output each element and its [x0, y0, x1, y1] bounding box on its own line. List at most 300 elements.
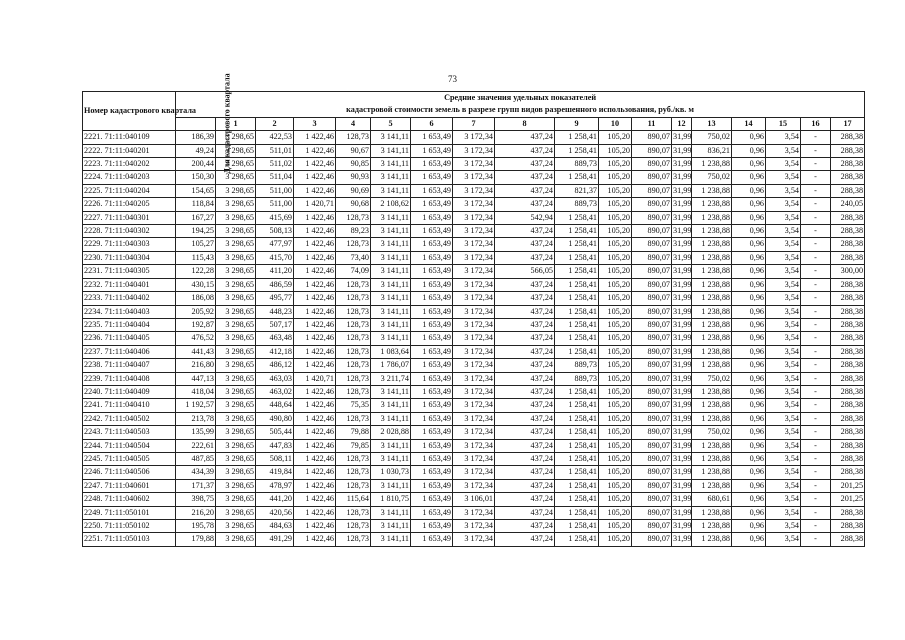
- cell-value: 31,99: [672, 466, 692, 479]
- cell-value: 1 653,49: [411, 318, 453, 331]
- table-row: [83, 171, 865, 184]
- cell-kvartal: 2233. 71:11:040402: [83, 292, 176, 305]
- cell-value: 1 238,88: [692, 506, 732, 519]
- header-row-groups: [83, 117, 865, 130]
- cell-value: -: [801, 211, 831, 224]
- cell-value: 1 238,88: [692, 265, 732, 278]
- cell-value: 3 106,01: [453, 493, 495, 506]
- cell-value: 1 422,46: [294, 426, 336, 439]
- cell-value: 3 211,74: [371, 372, 411, 385]
- cell-value: 105,20: [599, 238, 632, 251]
- cell-value: -: [801, 359, 831, 372]
- cell-value: -: [801, 265, 831, 278]
- cell-value: 3,54: [766, 399, 801, 412]
- cell-value: 415,69: [256, 211, 294, 224]
- cell-value: 31,99: [672, 520, 692, 533]
- cell-value: 1 258,41: [555, 452, 599, 465]
- header-rotated-text: Для кадастрового квартала: [222, 73, 232, 174]
- cell-value: 890,07: [632, 479, 672, 492]
- cell-value: 31,99: [672, 184, 692, 197]
- cell-value: 3 141,11: [371, 305, 411, 318]
- cell-value: 288,38: [831, 332, 865, 345]
- cell-value: 437,24: [495, 426, 555, 439]
- cell-value: 89,23: [336, 225, 371, 238]
- cell-value: 105,20: [599, 158, 632, 171]
- cell-value: 201,25: [831, 479, 865, 492]
- cell-kvartal: 2228. 71:11:040302: [83, 225, 176, 238]
- cell-value: 288,38: [831, 399, 865, 412]
- cell-value: 412,18: [256, 345, 294, 358]
- header-group: 8: [495, 117, 555, 130]
- cell-value: -: [801, 225, 831, 238]
- cell-value: 288,38: [831, 506, 865, 519]
- header-kvartal: Номер кадастрового квартала: [83, 92, 176, 131]
- cell-value: 1 653,49: [411, 278, 453, 291]
- header-group: 11: [632, 117, 672, 130]
- cell-value: 1 258,41: [555, 251, 599, 264]
- cell-value: 105,20: [599, 385, 632, 398]
- cell-value: 437,24: [495, 292, 555, 305]
- cell-value: 437,24: [495, 158, 555, 171]
- cell-value: 1 258,41: [555, 211, 599, 224]
- cell-value: 1 258,41: [555, 466, 599, 479]
- cell-value: 3 298,65: [216, 466, 256, 479]
- cell-value: 441,20: [256, 493, 294, 506]
- cell-value: 437,24: [495, 238, 555, 251]
- cell-value: 105,20: [599, 372, 632, 385]
- cell-value: 890,07: [632, 439, 672, 452]
- cell-value: 1 653,49: [411, 238, 453, 251]
- cell-kvartal: 2249. 71:11:050101: [83, 506, 176, 519]
- cell-value: 1 238,88: [692, 238, 732, 251]
- cell-value: 201,25: [831, 493, 865, 506]
- cell-value: 1 258,41: [555, 332, 599, 345]
- cell-kvartal: 2230. 71:11:040304: [83, 251, 176, 264]
- cell-value: 3 141,11: [371, 211, 411, 224]
- cell-value: 3,54: [766, 158, 801, 171]
- cell-value: 511,02: [256, 158, 294, 171]
- cell-value: 288,38: [831, 412, 865, 425]
- cell-value: 889,73: [555, 198, 599, 211]
- cell-value: 31,99: [672, 278, 692, 291]
- cell-value: 448,64: [256, 399, 294, 412]
- cell-value: 288,38: [831, 385, 865, 398]
- cell-value: 486,12: [256, 359, 294, 372]
- cell-value: 1 258,41: [555, 144, 599, 157]
- cell-value: 3 298,65: [216, 506, 256, 519]
- cell-kvartal: 2240. 71:11:040409: [83, 385, 176, 398]
- cell-value: 3 141,11: [371, 144, 411, 157]
- cell-value: 437,24: [495, 399, 555, 412]
- cell-value: 890,07: [632, 452, 672, 465]
- cell-value: 3 172,34: [453, 345, 495, 358]
- cell-value: 3 172,34: [453, 211, 495, 224]
- cell-value: 0,96: [732, 211, 766, 224]
- cell-value: 1 258,41: [555, 318, 599, 331]
- cell-value: 128,73: [336, 452, 371, 465]
- cell-value: 3 298,65: [216, 305, 256, 318]
- cell-value: 31,99: [672, 439, 692, 452]
- cell-value: -: [801, 184, 831, 197]
- cell-value: 566,05: [495, 265, 555, 278]
- cell-value: 437,24: [495, 533, 555, 546]
- cell-value: 3 298,65: [216, 439, 256, 452]
- cell-value: 1 653,49: [411, 452, 453, 465]
- cell-value: 508,13: [256, 225, 294, 238]
- cell-value: 3 172,34: [453, 158, 495, 171]
- cell-value: 0,96: [732, 292, 766, 305]
- cell-value: 3,54: [766, 385, 801, 398]
- table-row: [83, 278, 865, 291]
- cell-value: 890,07: [632, 399, 672, 412]
- cell-value: 1 422,46: [294, 171, 336, 184]
- cell-value: 486,59: [256, 278, 294, 291]
- table-row: [83, 292, 865, 305]
- table-row: [83, 439, 865, 452]
- cell-value: 890,07: [632, 184, 672, 197]
- cell-value: -: [801, 345, 831, 358]
- cell-value: 128,73: [336, 533, 371, 546]
- cell-value: 3 172,34: [453, 506, 495, 519]
- cell-value: 0,96: [732, 466, 766, 479]
- cell-value: 836,21: [692, 144, 732, 157]
- cell-value: 0,96: [732, 158, 766, 171]
- cell-value: 1 238,88: [692, 533, 732, 546]
- cell-value: 3,54: [766, 345, 801, 358]
- header-row-main: [83, 92, 865, 118]
- cell-value: 1 258,41: [555, 439, 599, 452]
- cell-value: 415,70: [256, 251, 294, 264]
- cell-value: 194,25: [176, 225, 216, 238]
- cell-value: 105,20: [599, 171, 632, 184]
- cell-value: 3 298,65: [216, 278, 256, 291]
- cell-kvartal: 2246. 71:11:040506: [83, 466, 176, 479]
- header-group: 1: [216, 117, 256, 130]
- cell-value: -: [801, 412, 831, 425]
- header-main: [176, 92, 865, 118]
- cell-value: 128,73: [336, 345, 371, 358]
- cell-value: 491,29: [256, 533, 294, 546]
- cell-value: 890,07: [632, 171, 672, 184]
- cell-value: 1 653,49: [411, 479, 453, 492]
- cell-value: 422,53: [256, 131, 294, 144]
- header-group: 12: [672, 117, 692, 130]
- cell-value: 889,73: [555, 372, 599, 385]
- cell-value: 105,20: [599, 265, 632, 278]
- cell-value: 1 238,88: [692, 439, 732, 452]
- cell-value: 3 298,65: [216, 131, 256, 144]
- cell-value: 1 238,88: [692, 198, 732, 211]
- cell-value: 105,20: [599, 198, 632, 211]
- cell-value: 890,07: [632, 225, 672, 238]
- cell-value: 3 172,34: [453, 372, 495, 385]
- cell-value: 3 141,11: [371, 158, 411, 171]
- cell-value: 288,38: [831, 318, 865, 331]
- table-row: [83, 399, 865, 412]
- cell-value: 1 653,49: [411, 506, 453, 519]
- cell-value: 31,99: [672, 412, 692, 425]
- cell-kvartal: 2241. 71:11:040410: [83, 399, 176, 412]
- cell-value: 1 258,41: [555, 520, 599, 533]
- table-row: [83, 158, 865, 171]
- cell-value: 200,44: [176, 158, 216, 171]
- cell-value: 437,24: [495, 520, 555, 533]
- cell-value: 31,99: [672, 265, 692, 278]
- cell-value: 3 172,34: [453, 533, 495, 546]
- cell-value: 511,00: [256, 198, 294, 211]
- cell-value: 31,99: [672, 292, 692, 305]
- cell-value: 750,02: [692, 426, 732, 439]
- table-row: [83, 372, 865, 385]
- cell-value: 1 653,49: [411, 359, 453, 372]
- cell-value: 3 141,11: [371, 238, 411, 251]
- cell-value: 288,38: [831, 225, 865, 238]
- cell-value: 890,07: [632, 131, 672, 144]
- page-number: 73: [448, 74, 457, 84]
- cell-value: 128,73: [336, 332, 371, 345]
- cell-value: 105,20: [599, 426, 632, 439]
- header-group: 15: [766, 117, 801, 130]
- cell-value: 3 172,34: [453, 385, 495, 398]
- cell-value: 105,20: [599, 292, 632, 305]
- cell-value: 1 238,88: [692, 318, 732, 331]
- header-group: 16: [801, 117, 831, 130]
- cell-value: 0,96: [732, 318, 766, 331]
- cell-value: 463,48: [256, 332, 294, 345]
- cell-value: 3 172,34: [453, 171, 495, 184]
- cell-value: 0,96: [732, 345, 766, 358]
- cell-value: 750,02: [692, 171, 732, 184]
- cell-value: 890,07: [632, 198, 672, 211]
- cell-value: 0,96: [732, 479, 766, 492]
- cell-value: 31,99: [672, 144, 692, 157]
- cell-value: 128,73: [336, 305, 371, 318]
- cell-value: 3 298,65: [216, 533, 256, 546]
- cell-value: 3 141,11: [371, 251, 411, 264]
- cell-value: 1 653,49: [411, 385, 453, 398]
- cell-value: 105,20: [599, 439, 632, 452]
- cell-value: 128,73: [336, 131, 371, 144]
- cell-kvartal: 2223. 71:11:040202: [83, 158, 176, 171]
- cell-value: 31,99: [672, 399, 692, 412]
- cell-value: 288,38: [831, 345, 865, 358]
- cell-value: -: [801, 144, 831, 157]
- cell-value: 890,07: [632, 359, 672, 372]
- cell-value: 0,96: [732, 198, 766, 211]
- cell-value: 1 653,49: [411, 184, 453, 197]
- cell-value: 1 238,88: [692, 412, 732, 425]
- cell-value: 463,02: [256, 385, 294, 398]
- cell-value: 3 141,11: [371, 412, 411, 425]
- cell-value: 890,07: [632, 506, 672, 519]
- cell-value: 1 422,46: [294, 345, 336, 358]
- cell-value: 3 141,11: [371, 533, 411, 546]
- cell-value: 3 141,11: [371, 332, 411, 345]
- cell-value: 890,07: [632, 238, 672, 251]
- cell-value: 447,13: [176, 372, 216, 385]
- cell-value: 3 298,65: [216, 238, 256, 251]
- cell-value: 1 653,49: [411, 171, 453, 184]
- table-row: [83, 345, 865, 358]
- cell-value: 511,04: [256, 171, 294, 184]
- cell-value: 890,07: [632, 144, 672, 157]
- cell-value: 1 083,64: [371, 345, 411, 358]
- cell-value: 115,43: [176, 251, 216, 264]
- cell-value: 3,54: [766, 426, 801, 439]
- cell-value: 3 298,65: [216, 171, 256, 184]
- cell-value: 0,96: [732, 238, 766, 251]
- cell-value: 31,99: [672, 211, 692, 224]
- cell-value: 1 422,46: [294, 359, 336, 372]
- cell-value: 0,96: [732, 305, 766, 318]
- cell-value: 31,99: [672, 493, 692, 506]
- table-row: [83, 533, 865, 546]
- cell-value: 890,07: [632, 251, 672, 264]
- cell-value: 3 172,34: [453, 466, 495, 479]
- header-group: 7: [453, 117, 495, 130]
- cell-value: 1 422,46: [294, 292, 336, 305]
- cell-value: 105,27: [176, 238, 216, 251]
- cell-value: 1 653,49: [411, 520, 453, 533]
- cell-value: 478,97: [256, 479, 294, 492]
- cell-value: 1 238,88: [692, 520, 732, 533]
- cell-value: 1 653,49: [411, 345, 453, 358]
- cell-value: 889,73: [555, 359, 599, 372]
- cell-value: 889,73: [555, 158, 599, 171]
- cell-value: -: [801, 466, 831, 479]
- cell-value: 890,07: [632, 318, 672, 331]
- cell-value: 288,38: [831, 131, 865, 144]
- cell-value: 288,38: [831, 466, 865, 479]
- header-group: 6: [411, 117, 453, 130]
- cell-value: 105,20: [599, 318, 632, 331]
- cell-value: 31,99: [672, 225, 692, 238]
- cell-value: 31,99: [672, 251, 692, 264]
- cell-value: -: [801, 426, 831, 439]
- cell-value: 3,54: [766, 439, 801, 452]
- cell-value: 31,99: [672, 131, 692, 144]
- cell-value: 890,07: [632, 412, 672, 425]
- cell-value: 476,52: [176, 332, 216, 345]
- cell-value: 3,54: [766, 479, 801, 492]
- cell-value: 1 653,49: [411, 412, 453, 425]
- cell-value: 3 141,11: [371, 452, 411, 465]
- cell-value: 0,96: [732, 184, 766, 197]
- cell-value: 890,07: [632, 211, 672, 224]
- cell-value: 890,07: [632, 305, 672, 318]
- cell-value: 288,38: [831, 533, 865, 546]
- cell-value: 128,73: [336, 318, 371, 331]
- cell-value: 1 420,71: [294, 372, 336, 385]
- cell-value: 150,30: [176, 171, 216, 184]
- cell-value: 31,99: [672, 158, 692, 171]
- cell-value: 31,99: [672, 385, 692, 398]
- table-row: [83, 198, 865, 211]
- cell-value: 1 238,88: [692, 332, 732, 345]
- cell-value: 3,54: [766, 305, 801, 318]
- cell-value: 1 238,88: [692, 251, 732, 264]
- cell-value: 3,54: [766, 171, 801, 184]
- cell-value: 3 141,11: [371, 520, 411, 533]
- cell-value: 505,44: [256, 426, 294, 439]
- cell-value: 105,20: [599, 345, 632, 358]
- cell-value: 1 238,88: [692, 305, 732, 318]
- cell-kvartal: 2237. 71:11:040406: [83, 345, 176, 358]
- cell-value: 0,96: [732, 359, 766, 372]
- cell-value: 90,67: [336, 144, 371, 157]
- cell-value: 1 422,46: [294, 318, 336, 331]
- cell-kvartal: 2234. 71:11:040403: [83, 305, 176, 318]
- cell-value: 1 258,41: [555, 265, 599, 278]
- cell-value: 115,64: [336, 493, 371, 506]
- cell-value: 288,38: [831, 359, 865, 372]
- cell-value: 0,96: [732, 426, 766, 439]
- cell-value: 1 238,88: [692, 385, 732, 398]
- cell-value: 1 422,46: [294, 265, 336, 278]
- cell-value: 3 172,34: [453, 265, 495, 278]
- cell-value: 288,38: [831, 520, 865, 533]
- cell-value: 105,20: [599, 493, 632, 506]
- cell-value: 1 653,49: [411, 426, 453, 439]
- cell-value: 3,54: [766, 144, 801, 157]
- cell-value: 3,54: [766, 251, 801, 264]
- cell-value: 3,54: [766, 332, 801, 345]
- cell-value: 128,73: [336, 412, 371, 425]
- cell-value: 495,77: [256, 292, 294, 305]
- cell-kvartal: 2231. 71:11:040305: [83, 265, 176, 278]
- cell-value: 105,20: [599, 251, 632, 264]
- cell-value: 0,96: [732, 520, 766, 533]
- cell-value: 3 172,34: [453, 318, 495, 331]
- cell-value: 128,73: [336, 479, 371, 492]
- cell-value: 3 141,11: [371, 318, 411, 331]
- cell-value: 890,07: [632, 332, 672, 345]
- cell-value: 3 141,11: [371, 131, 411, 144]
- cell-value: 1 258,41: [555, 493, 599, 506]
- cell-value: 122,28: [176, 265, 216, 278]
- cell-value: 430,15: [176, 278, 216, 291]
- cell-value: 1 258,41: [555, 533, 599, 546]
- cell-value: 74,09: [336, 265, 371, 278]
- cell-value: 75,35: [336, 399, 371, 412]
- cell-value: 128,73: [336, 211, 371, 224]
- cell-value: 105,20: [599, 278, 632, 291]
- header-group: 4: [336, 117, 371, 130]
- cell-value: 3 298,65: [216, 225, 256, 238]
- cell-value: 205,92: [176, 305, 216, 318]
- cell-value: 3 172,34: [453, 359, 495, 372]
- cell-value: -: [801, 533, 831, 546]
- cell-value: 31,99: [672, 318, 692, 331]
- cell-value: 1 786,07: [371, 359, 411, 372]
- cell-value: 1 422,46: [294, 452, 336, 465]
- cell-value: 3,54: [766, 412, 801, 425]
- cell-value: 105,20: [599, 520, 632, 533]
- cell-value: -: [801, 520, 831, 533]
- cell-value: 542,94: [495, 211, 555, 224]
- cell-value: 3 141,11: [371, 292, 411, 305]
- cell-value: 186,08: [176, 292, 216, 305]
- cell-value: 507,17: [256, 318, 294, 331]
- cell-value: 3 172,34: [453, 225, 495, 238]
- header-group: 17: [831, 117, 865, 130]
- cell-value: 1 238,88: [692, 479, 732, 492]
- cell-value: 2 108,62: [371, 198, 411, 211]
- cell-value: 821,37: [555, 184, 599, 197]
- cell-value: 288,38: [831, 184, 865, 197]
- cell-value: 31,99: [672, 198, 692, 211]
- cell-value: 477,97: [256, 238, 294, 251]
